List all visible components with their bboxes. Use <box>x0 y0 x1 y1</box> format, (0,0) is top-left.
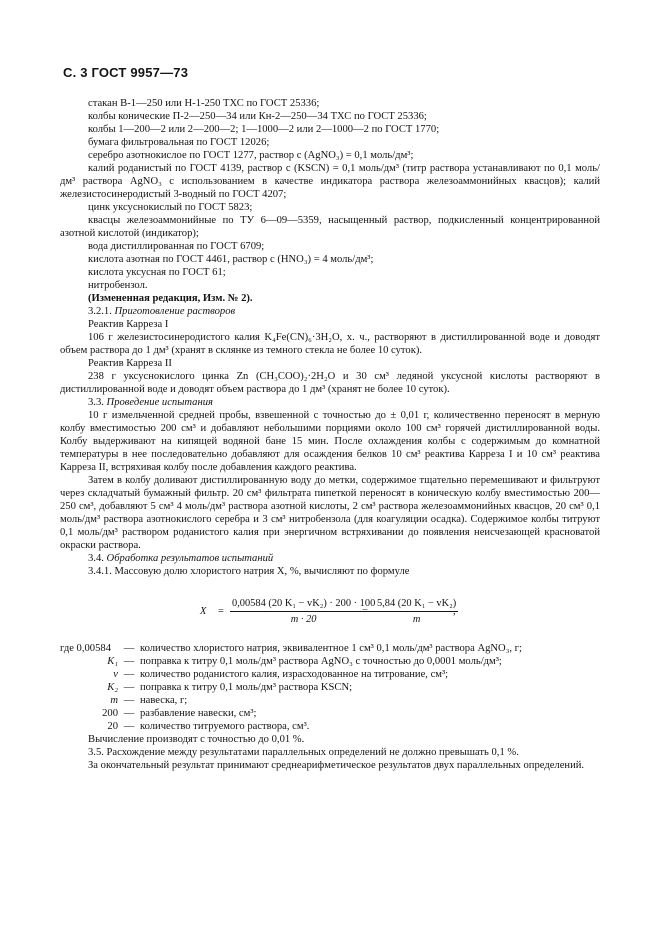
definition-row <box>60 720 600 733</box>
formula-lhs: X <box>200 606 207 617</box>
formula-comma: , <box>453 606 456 617</box>
formula-numerator: 5,84 (20 K₁ − vK₂) <box>375 597 458 612</box>
definition-text: количество титруемого раствора, см³. <box>140 721 310 732</box>
reagent-item: серебро азотнокислое по ГОСТ 1277, раствор с (AgNO₃) = 0,1 моль/дм³; <box>88 150 414 161</box>
definition-dash: — <box>123 682 135 693</box>
definition-dash: — <box>123 643 135 654</box>
definition-row <box>60 642 600 655</box>
section-title: Проведение испытания <box>106 397 213 408</box>
formula-equals: = <box>218 606 224 617</box>
document-body <box>60 97 600 772</box>
definition-symbol: где 0,00584 <box>60 643 111 654</box>
formula-denominator: m <box>412 614 421 625</box>
carrez-1-text: 106 г железистосинеродистого калия K₄Fe(CN)₆·3H₂O, х. ч., растворяют в дистиллированной воде и доводят объем раствора до 1 дм³ (хранят в склянке из темного стекла не более 10 суток). <box>60 332 600 356</box>
definition-dash: — <box>123 721 135 732</box>
carrez-1-title: Реактив Карреза I <box>88 319 169 330</box>
section-3-5: 3.5. Расхождение между результатами параллельных определений не должно превышать 0,1 %. <box>88 747 519 758</box>
definition-text: разбавление навески, см³; <box>140 708 257 719</box>
reagent-item: калий роданистый по ГОСТ 4139, раствор с (KSCN) = 0,1 моль/дм³ (титр раствора устанавливают по 0,1 моль/дм³ раствора AgNO₃ с использованием в качестве индикатора раствора железоаммонийных квасцов); калий железистосинеродистый 3-водный по ГОСТ 4207; <box>60 163 600 200</box>
definition-symbol: K₁ <box>107 656 118 667</box>
section-title: Обработка результатов испытаний <box>106 553 274 564</box>
section-3-3 <box>60 396 600 409</box>
definition-row <box>60 707 600 720</box>
definition-text: количество роданистого калия, израсходованное на титрование, см³; <box>140 669 449 680</box>
reagent-item: колбы конические П-2—250—34 или Кн-2—250—34 ТХС по ГОСТ 25336; <box>88 111 427 122</box>
definition-text: поправка к титру 0,1 моль/дм³ раствора AgNO₃ с точностью до 0,0001 моль/дм³; <box>140 656 502 667</box>
test-procedure-p1: 10 г измельченной средней пробы, взвешенной с точностью до ± 0,01 г, количественно переносят в мерную колбу вместимостью 200 см³ и добавляют небольшими порциями около 100 см³ горячей дистиллированной воды. Колбу выдерживают на кипящей водяной бане 15 мин. После охлаждения колбы с содержимым до комнатной температуры в нее последовательно добавляют для осаждения белков 10 см³ реактива Карреза I и 10 см³ реактива Карреза II, встряхивая колбу после добавления каждого реактива. <box>60 410 600 473</box>
section-title: Приготовление растворов <box>114 306 236 317</box>
carrez-2-text: 238 г уксуснокислого цинка Zn (CH₃COO)₂·2H₂O и 30 см³ ледяной уксусной кислоты растворяют в дистиллированной воде и доводят объем раствора до 1 дм³ (хранят не более 10 суток). <box>60 371 600 395</box>
reagent-item: нитробензол. <box>88 280 148 291</box>
definition-row <box>60 694 600 707</box>
formula-fraction-2 <box>375 597 458 626</box>
page-title: С. 3 ГОСТ 9957—73 <box>63 65 189 80</box>
section-number: 3.2.1. <box>88 306 112 317</box>
section-number: 3.4. <box>88 553 104 564</box>
definition-text: количество хлористого натрия, эквивалентное 1 см³ 0,1 моль/дм³ раствора AgNO₃, г; <box>140 643 522 654</box>
section-number: 3.3. <box>88 397 104 408</box>
reagent-item: квасцы железоаммонийные по ТУ 6—09—5359, насыщенный раствор, подкисленный концентрированной азотной кислотой (индикатор); <box>60 215 600 239</box>
reagent-item: цинк уксуснокислый по ГОСТ 5823; <box>88 202 253 213</box>
definition-text: поправка к титру 0,1 моль/дм³ раствора KSCN; <box>140 682 353 693</box>
formula-equals: = <box>362 606 368 617</box>
section-3-4-1: 3.4.1. Массовую долю хлористого натрия X, %, вычисляют по формуле <box>88 566 410 577</box>
formula-fraction-1 <box>230 597 377 626</box>
formula-denominator: m · 20 <box>290 614 317 625</box>
accuracy-note: Вычисление производят с точностью до 0,01 %. <box>88 734 305 745</box>
reagent-item: колбы 1—200—2 или 2—200—2; 1—1000—2 или 2—1000—2 по ГОСТ 1770; <box>88 124 440 135</box>
carrez-2-title: Реактив Карреза II <box>88 358 172 369</box>
test-procedure-p2: Затем в колбу доливают дистиллированную воду до метки, содержимое тщательно перемешивают и фильтруют через складчатый бумажный фильтр. 20 см³ фильтрата пипеткой переносят в коническую колбу вместимостью 200—250 см³, добавляют 5 см³ 4 моль/дм³ раствора азотной кислоты, 2 см³ раствора железоаммонийных квасцов, 20 см³ 0,1 моль/дм³ раствора азотнокислого серебра и 3 см³ нитробензола (для коагуляции осадка). Содержимое колбы титруют 0,1 моль/дм³ раствором роданистого калия при энергичном встряхивании до появления неисчезающей красноватой окраски раствора. <box>60 475 600 551</box>
definition-text: навеска, г; <box>140 695 188 706</box>
definition-symbol: v <box>113 669 118 680</box>
section-3-4 <box>60 552 600 565</box>
reagent-item: вода дистиллированная по ГОСТ 6709; <box>88 241 265 252</box>
definition-dash: — <box>123 695 135 706</box>
reagent-item: кислота азотная по ГОСТ 4461, раствор с (HNO₃) = 4 моль/дм³; <box>88 254 374 265</box>
definition-dash: — <box>123 708 135 719</box>
definition-symbol: m <box>110 695 118 706</box>
reagent-item: стакан В-1—250 или Н-1-250 ТХС по ГОСТ 25336; <box>88 98 320 109</box>
amendment-note: (Измененная редакция, Изм. № 2). <box>88 293 253 304</box>
definition-dash: — <box>123 669 135 680</box>
formula-numerator: 0,00584 (20 K₁ − vK₂) · 200 · 100 <box>230 597 377 612</box>
formula <box>60 592 600 632</box>
reagent-item: бумага фильтровальная по ГОСТ 12026; <box>88 137 270 148</box>
reagent-item: кислота уксусная по ГОСТ 61; <box>88 267 226 278</box>
definition-symbol: 20 <box>107 721 118 732</box>
definition-row <box>60 655 600 668</box>
final-result-note: За окончательный результат принимают среднеарифметическое результатов двух параллельных определений. <box>88 760 585 771</box>
definition-symbol: K₂ <box>107 682 118 693</box>
definition-symbol: 200 <box>102 708 118 719</box>
definition-row <box>60 668 600 681</box>
definition-dash: — <box>123 656 135 667</box>
definition-row <box>60 681 600 694</box>
section-3-2-1 <box>60 305 600 318</box>
